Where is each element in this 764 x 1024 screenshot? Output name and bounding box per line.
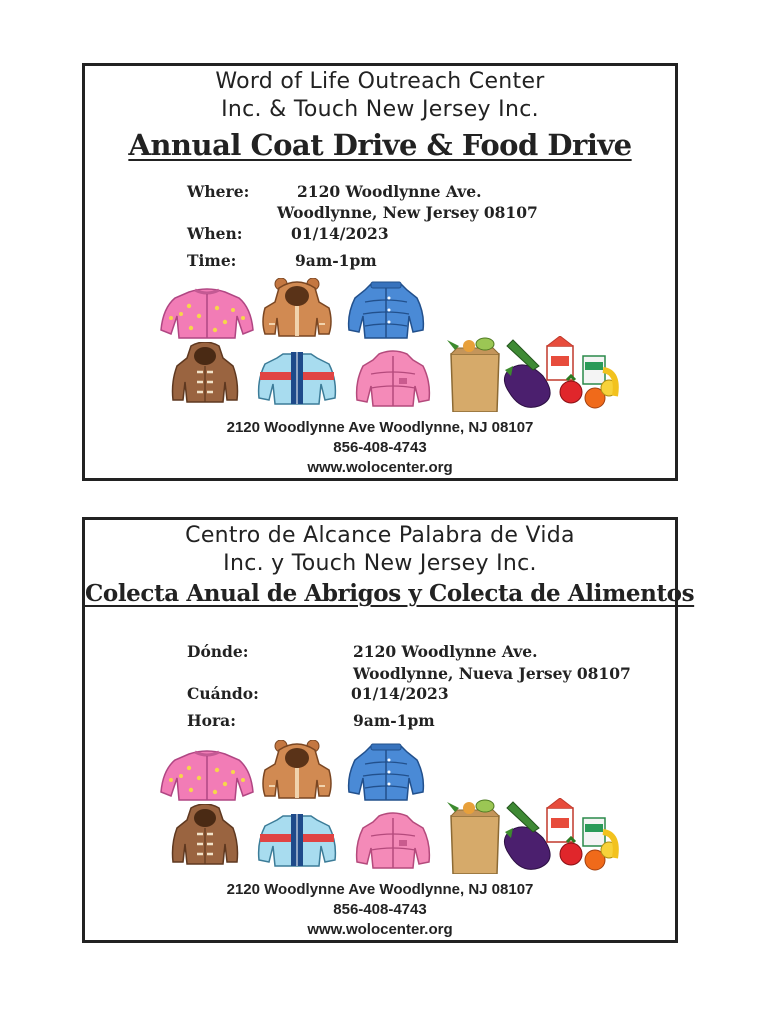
where-line-2: Woodlynne, New Jersey 08107 xyxy=(277,203,538,222)
time-label: Hora: xyxy=(187,711,236,730)
organization-line-2: Inc. y Touch New Jersey Inc. xyxy=(223,551,537,576)
light-blue-striped-jacket-icon xyxy=(257,350,337,406)
contact-footer xyxy=(85,418,675,478)
blue-puffer-jacket-icon xyxy=(347,742,425,802)
footer-website[interactable]: www.wolocenter.org xyxy=(307,921,453,938)
when-label: Cuándo: xyxy=(187,684,259,703)
when-value: 01/14/2023 xyxy=(351,684,449,703)
pink-puffer-jacket-icon xyxy=(355,350,431,408)
brown-duffle-coat-icon xyxy=(169,342,241,404)
organization-line-1: Centro de Alcance Palabra de Vida xyxy=(185,523,575,548)
flyer-title: Annual Coat Drive & Food Drive xyxy=(128,128,632,162)
footer-address: 2120 Woodlynne Ave Woodlynne, NJ 08107 xyxy=(226,419,534,436)
pink-jacket-icon xyxy=(159,748,255,804)
where-line-2: Woodlynne, Nueva Jersey 08107 xyxy=(353,664,631,683)
organization-line-2: Inc. & Touch New Jersey Inc. xyxy=(221,97,539,122)
event-details xyxy=(187,642,647,732)
light-blue-striped-jacket-icon xyxy=(257,812,337,868)
grocery-bag-icon xyxy=(443,336,623,412)
organization-name xyxy=(85,68,675,124)
where-label: Where: xyxy=(187,182,250,201)
brown-bear-hoodie-icon xyxy=(261,740,333,800)
time-label: Time: xyxy=(187,251,237,270)
where-line-1: 2120 Woodlynne Ave. xyxy=(297,182,482,201)
time-value: 9am-1pm xyxy=(353,711,435,730)
when-label: When: xyxy=(187,224,243,243)
event-details xyxy=(187,182,587,272)
contact-footer xyxy=(85,880,675,940)
footer-website[interactable]: www.wolocenter.org xyxy=(307,459,453,476)
where-label: Dónde: xyxy=(187,642,249,661)
grocery-bag-icon xyxy=(443,798,623,874)
flyer-spanish xyxy=(82,517,695,943)
flyer-title: Colecta Anual de Abrigos y Colecta de Alimentos xyxy=(85,580,695,607)
brown-duffle-coat-icon xyxy=(169,804,241,866)
pink-puffer-jacket-icon xyxy=(355,812,431,870)
organization-line-1: Word of Life Outreach Center xyxy=(215,69,545,94)
time-value: 9am-1pm xyxy=(295,251,377,270)
footer-phone: 856-408-4743 xyxy=(333,439,427,456)
footer-address: 2120 Woodlynne Ave Woodlynne, NJ 08107 xyxy=(226,881,534,898)
brown-bear-hoodie-icon xyxy=(261,278,333,338)
footer-phone: 856-408-4743 xyxy=(333,901,427,918)
blue-puffer-jacket-icon xyxy=(347,280,425,340)
pink-jacket-icon xyxy=(159,286,255,342)
organization-name xyxy=(85,522,675,578)
when-value: 01/14/2023 xyxy=(291,224,389,243)
flyer-english xyxy=(82,63,678,481)
where-line-1: 2120 Woodlynne Ave. xyxy=(353,642,538,661)
